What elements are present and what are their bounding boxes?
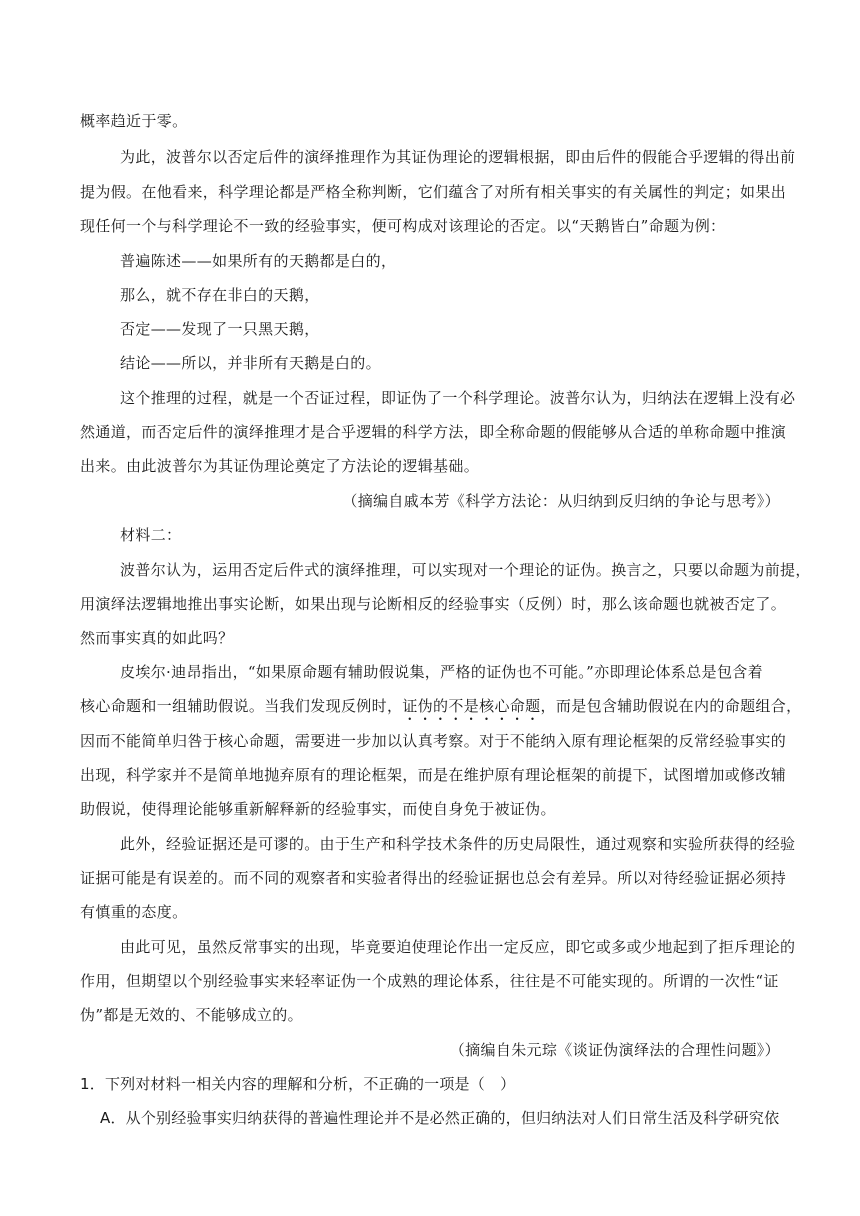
paragraph-line: 然而事实真的如此吗？: [80, 629, 234, 647]
paragraph-line: 概率趋近于零。: [80, 112, 188, 130]
paragraph-line: 这个推理的过程，就是一个否证过程，即证伪了一个科学理论。波普尔认为，归纳法在逻辑上没有必: [120, 389, 796, 407]
text-segment: ，而是包含辅助假说在内的命题组合，: [540, 697, 802, 715]
question-option-a: A．从个别经验事实归纳获得的普遍性理论并不是必然正确的，但归纳法对人们日常生活及科学研究依: [100, 1109, 780, 1127]
paragraph-line: 然通道，而否定后件的演绎推理才是合乎逻辑的科学方法，即全称命题的假能够从合适的单称命题中推演: [80, 423, 787, 441]
paragraph-line: 有慎重的态度。: [80, 903, 188, 921]
example-line: 那么，就不存在非白的天鹅，: [120, 286, 320, 304]
paragraph-line: 用演绎法逻辑地推出事实论断，如果出现与论断相反的经验事实（反例）时，那么该命题也就被否定了。: [80, 595, 787, 613]
example-line: 否定——发现了一只黑天鹅，: [120, 320, 320, 338]
paragraph-line: 出来。由此波普尔为其证伪理论奠定了方法论的逻辑基础。: [80, 457, 480, 475]
paragraph-line: 伪”都是无效的、不能够成立的。: [80, 1006, 303, 1024]
paragraph-line: 波普尔认为，运用否定后件式的演绎推理，可以实现对一个理论的证伪。换言之，只要以命题为前提，: [120, 561, 811, 579]
paragraph-line: 为此，波普尔以否定后件的演绎推理作为其证伪理论的逻辑根据，即由后件的假能合乎逻辑的得出前: [120, 148, 796, 166]
paragraph-line: 提为假。在他看来，科学理论都是严格全称判断，它们蕴含了对所有相关事实的有关属性的判定；如果出: [80, 183, 787, 201]
paragraph-line: [80, 696, 802, 724]
source-citation: （摘编自朱元琮《谈证伪演绎法的合理性问题》）: [449, 1041, 780, 1059]
example-line: 结论——所以，并非所有天鹅是白的。: [120, 354, 381, 372]
question-stem: 1．下列对材料一相关内容的理解和分析，不正确的一项是（ ）: [80, 1075, 516, 1093]
example-line: 普遍陈述——如果所有的天鹅都是白的，: [120, 252, 397, 270]
paragraph-line: 此外，经验证据还是可谬的。由于生产和科学技术条件的历史局限性，通过观察和实验所获得的经验: [120, 835, 796, 853]
emphasized-text: 证伪的不是核心命题: [402, 697, 541, 715]
paragraph-line: 出现，科学家并不是简单地抛弃原有的理论框架，而是在维护原有理论框架的前提下，试图增加或修改辅: [80, 766, 787, 784]
source-citation: （摘编自戚本芳《科学方法论：从归纳到反归纳的争论与思考》）: [342, 492, 780, 510]
paragraph-line: 助假说，使得理论能够重新解释新的经验事实，而使自身免于被证伪。: [80, 800, 556, 818]
section-heading: 材料二：: [120, 526, 182, 544]
paragraph-line: 皮埃尔·迪昂指出，“如果原命题有辅助假说集，严格的证伪也不可能。”亦即理论体系总是包含着: [120, 663, 764, 681]
paragraph-line: 现任何一个与科学理论不一致的经验事实，便可构成对该理论的否定。以“天鹅皆白”命题为例：: [80, 217, 726, 235]
paragraph-line: 证据可能是有误差的。而不同的观察者和实验者得出的经验证据也总会有差异。所以对待经验证据必须持: [80, 869, 787, 887]
paragraph-line: 由此可见，虽然反常事实的出现，毕竟要迫使理论作出一定反应，即它或多或少地起到了拒斥理论的: [120, 938, 796, 956]
text-segment: 核心命题和一组辅助假说。当我们发现反例时，: [80, 697, 403, 715]
paragraph-line: 因而不能简单归咎于核心命题，需要进一步加以认真考察。对于不能纳入原有理论框架的反常经验事实的: [80, 732, 787, 750]
paragraph-line: 作用，但期望以个别经验事实来轻率证伪一个成熟的理论体系，往往是不可能实现的。所谓的一次性“证: [80, 972, 779, 990]
